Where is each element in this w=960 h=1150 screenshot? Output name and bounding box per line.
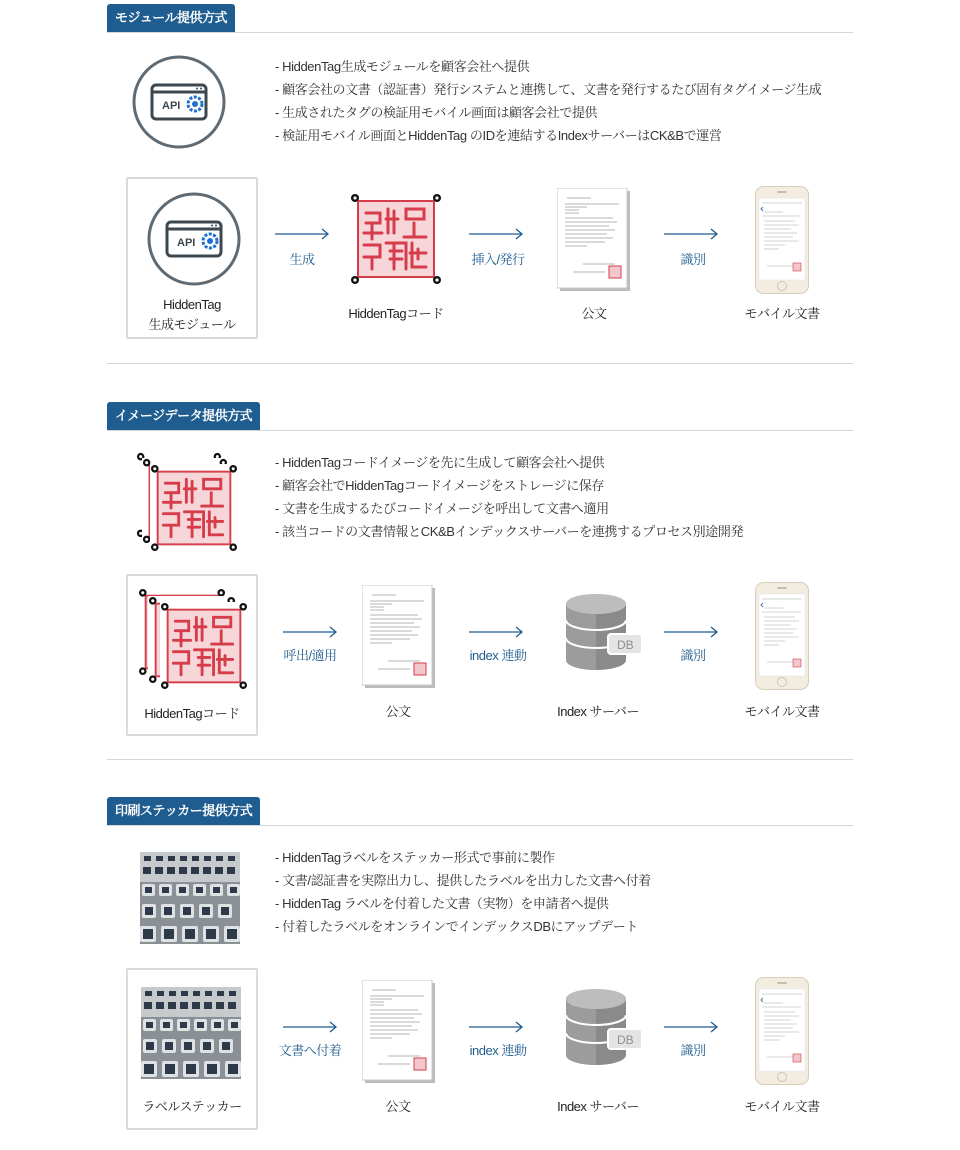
node-label: モバイル文書 [744, 306, 820, 321]
section-divider [107, 430, 853, 431]
node-label: HiddenTagコード [144, 706, 240, 721]
database-icon [564, 594, 646, 674]
arrow-label: 識別 [680, 648, 706, 663]
arrow-icon [283, 625, 341, 639]
list-item: - 顧客会社でHiddenTagコードイメージをストレージに保存 [275, 474, 743, 497]
section-divider [107, 759, 853, 760]
mobile-phone-icon [755, 582, 809, 690]
arrow-icon [664, 1020, 722, 1034]
arrow-label: 呼出/適用 [283, 648, 337, 663]
node-label: モバイル文書 [744, 1099, 820, 1114]
section-module [107, 4, 853, 364]
section-title: モジュール提供方式 [107, 4, 235, 32]
api-module-icon [146, 191, 242, 287]
node-label: 公文 [385, 704, 411, 719]
svg-text:DB: DB [617, 638, 634, 652]
feature-list [275, 846, 651, 938]
list-item: - 文書/認証書を実際出力し、提供したラベルを出力した文書へ付着 [275, 869, 651, 892]
svg-text:API: API [177, 237, 196, 249]
arrow-label: 生成 [289, 252, 315, 267]
list-item: - 文書を生成するたびコードイメージを呼出して文書へ適用 [275, 497, 743, 520]
list-item: - HiddenTagコードイメージを先に生成して顧客会社へ提供 [275, 451, 743, 474]
arrow-icon [469, 625, 527, 639]
node-label: 公文 [581, 306, 607, 321]
node-label: ラベルステッカー [142, 1099, 242, 1114]
hiddentag-stack-icon [138, 588, 248, 692]
document-icon [557, 188, 631, 292]
list-item: - HiddenTag ラベルを付着した文書（実物）を申請者へ提供 [275, 892, 651, 915]
arrow-icon [469, 227, 527, 241]
document-icon [362, 585, 436, 689]
list-item: - 付着したラベルをオンラインでインデックスDBにアップデート [275, 915, 651, 938]
arrow-label: 挿入/発行 [471, 252, 525, 267]
arrow-label: index 連動 [469, 1043, 527, 1058]
node-label: Index サーバー [557, 1099, 639, 1114]
node-label: モバイル文書 [744, 704, 820, 719]
node-label: HiddenTagコード [348, 306, 444, 321]
list-item: - 生成されたタグの検証用モバイル画面は顧客会社で提供 [275, 101, 821, 124]
section-title: 印刷ステッカー提供方式 [107, 797, 260, 825]
arrow-icon [275, 227, 333, 241]
arrow-label: index 連動 [469, 648, 527, 663]
mobile-phone-icon [755, 977, 809, 1085]
arrow-icon [469, 1020, 527, 1034]
arrow-icon [283, 1020, 341, 1034]
arrow-label: 識別 [680, 1043, 706, 1058]
list-item: - 顧客会社の文書（認証書）発行システムと連携して、文書を発行するたび固有タグイメージ生成 [275, 78, 821, 101]
api-module-icon [131, 54, 227, 150]
node-label: HiddenTag 生成モジュール [148, 297, 236, 332]
arrow-icon [664, 625, 722, 639]
section-title: イメージデータ提供方式 [107, 402, 260, 430]
hiddentag-code-box [126, 574, 258, 736]
section-divider [107, 363, 853, 364]
section-divider [107, 825, 853, 826]
list-item: - HiddenTag生成モジュールを顧客会社へ提供 [275, 55, 821, 78]
hiddentag-stamp-icon [350, 193, 442, 285]
label-sticker-box [126, 968, 258, 1130]
sticker-sheet-image [140, 852, 240, 944]
mobile-phone-icon [755, 186, 809, 294]
section-image-data [107, 402, 853, 762]
document-icon [362, 980, 436, 1084]
list-item: - 検証用モバイル画面とHiddenTag のIDを連結するIndexサーバーはCK&Bで運営 [275, 124, 821, 147]
svg-text:API: API [162, 100, 181, 112]
arrow-icon [664, 227, 722, 241]
section-print-sticker [107, 797, 853, 1142]
arrow-label: 文書へ付着 [278, 1043, 342, 1058]
section-divider [107, 32, 853, 33]
node-label: Index サーバー [557, 704, 639, 719]
svg-text:DB: DB [617, 1033, 634, 1047]
list-item: - 該当コードの文書情報とCK&Bインデックスサーバーを連携するプロセス別途開発 [275, 520, 743, 543]
database-icon [564, 989, 646, 1069]
module-box [126, 177, 258, 339]
list-item: - HiddenTagラベルをステッカー形式で事前に製作 [275, 846, 651, 869]
hiddentag-stack-icon [136, 452, 240, 552]
feature-list [275, 451, 743, 543]
sticker-sheet-image [141, 987, 241, 1079]
arrow-label: 識別 [680, 252, 706, 267]
feature-list [275, 55, 821, 147]
node-label: 公文 [385, 1099, 411, 1114]
